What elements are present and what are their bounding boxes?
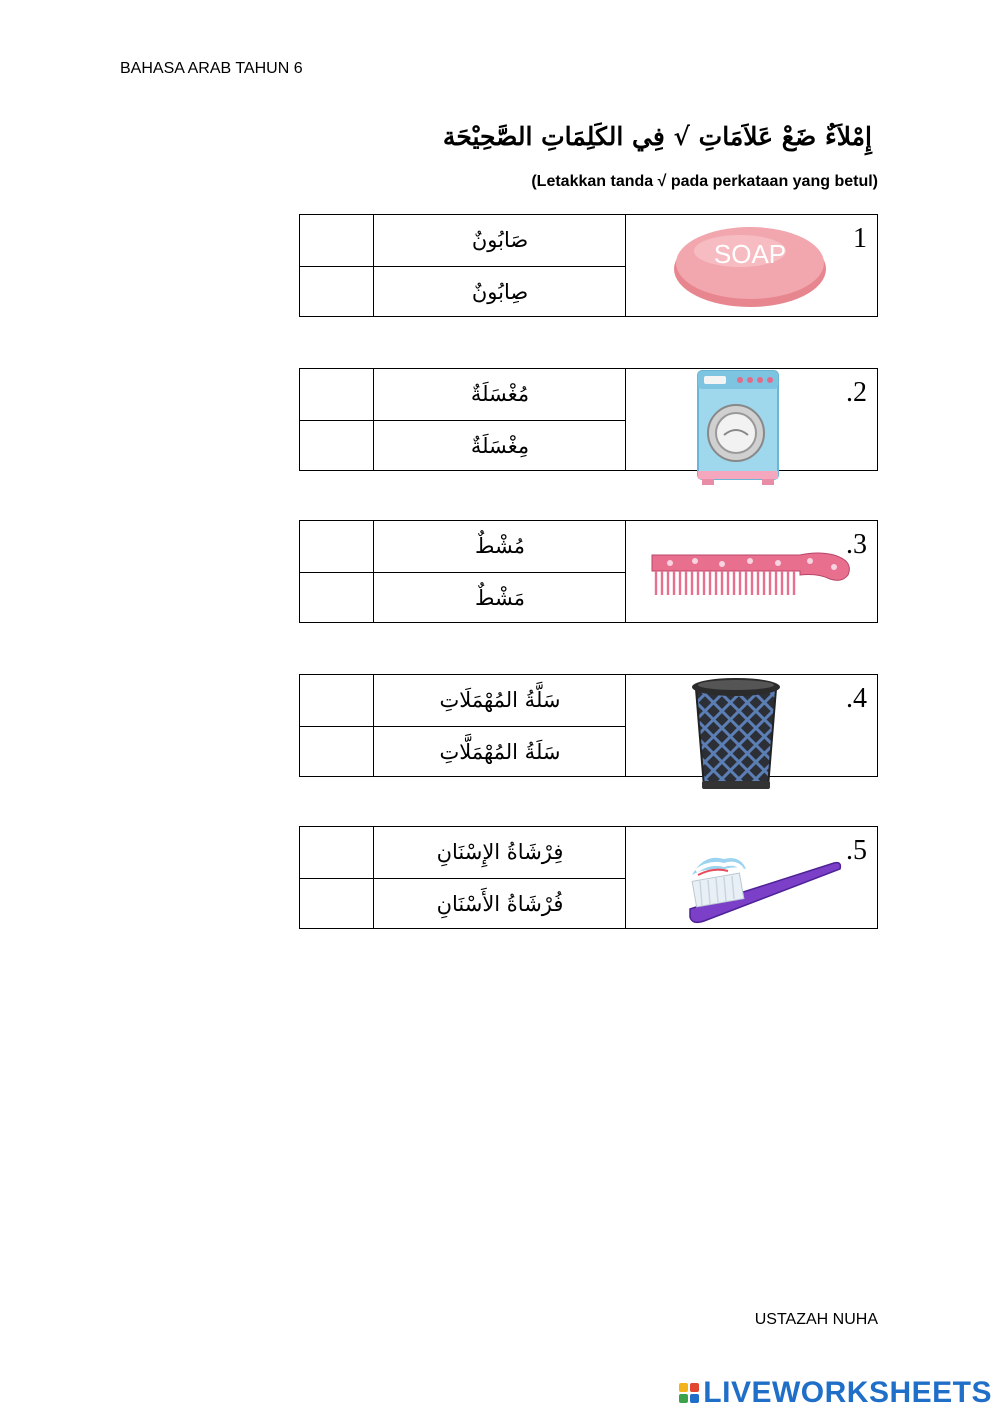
header-subject: BAHASA ARAB TAHUN 6 xyxy=(120,60,303,77)
option-q3-1: مُشْطٌ xyxy=(475,534,525,558)
question-number: .2 xyxy=(846,377,867,408)
option-q4-2: سَلَةُ المُهْمَلَّاتِ xyxy=(439,740,561,764)
option-q5-1: فِرْشَاةُ الإِسْنَانِ xyxy=(436,840,564,864)
question-number: .3 xyxy=(846,529,867,560)
check-box-q1-opt2[interactable] xyxy=(300,267,374,317)
question-number: .5 xyxy=(846,835,867,866)
soap-label: SOAP xyxy=(713,239,787,269)
author-name: USTAZAH NUHA xyxy=(754,1311,878,1328)
washing-machine-icon xyxy=(696,369,780,487)
option-q3-2: مَشْطٌ xyxy=(475,586,525,610)
question-1 xyxy=(299,214,878,317)
check-box-q5-opt1[interactable] xyxy=(300,827,374,877)
check-box-q4-opt1[interactable] xyxy=(300,675,374,725)
question-3 xyxy=(299,520,878,623)
option-q1-1: صَابُونٌ xyxy=(471,228,529,252)
check-box-q1-opt1[interactable] xyxy=(300,215,374,265)
brand-name: LIVEWORKSHEETS xyxy=(703,1376,992,1409)
option-q1-2: صِابُونٌ xyxy=(471,280,529,304)
check-box-q3-opt2[interactable] xyxy=(300,573,374,623)
question-2 xyxy=(299,368,878,471)
check-box-q3-opt1[interactable] xyxy=(300,521,374,571)
logo-icon xyxy=(679,1383,699,1403)
check-box-q4-opt2[interactable] xyxy=(300,727,374,777)
question-5 xyxy=(299,826,878,929)
option-q4-1: سَلَّةُ المُهْمَلَاتِ xyxy=(439,688,561,712)
check-box-q2-opt1[interactable] xyxy=(300,369,374,419)
liveworksheets-logo xyxy=(679,1376,992,1410)
check-box-q5-opt2[interactable] xyxy=(300,879,374,929)
question-4 xyxy=(299,674,878,777)
page-title: إِمْلاَءٌ ضَعْ عَلاَمَاتِ √ فِي الكَلِمَاتِ الصَّحِيْحَة xyxy=(442,122,872,151)
question-number: 1 xyxy=(853,223,867,254)
option-q5-2: فُرْشَاةُ الأَسْنَانِ xyxy=(436,892,564,916)
instruction-text: (Letakkan tanda √ pada perkataan yang betul) xyxy=(531,173,878,190)
soap-icon xyxy=(670,219,830,311)
toothbrush-icon xyxy=(684,847,844,927)
check-box-q2-opt2[interactable] xyxy=(300,421,374,471)
question-number: .4 xyxy=(846,683,867,714)
option-q2-1: مُغْسَلَةٌ xyxy=(470,382,530,406)
trash-bin-icon xyxy=(688,675,784,793)
option-q2-2: مِغْسَلَةٌ xyxy=(470,434,530,458)
comb-icon xyxy=(650,549,856,599)
